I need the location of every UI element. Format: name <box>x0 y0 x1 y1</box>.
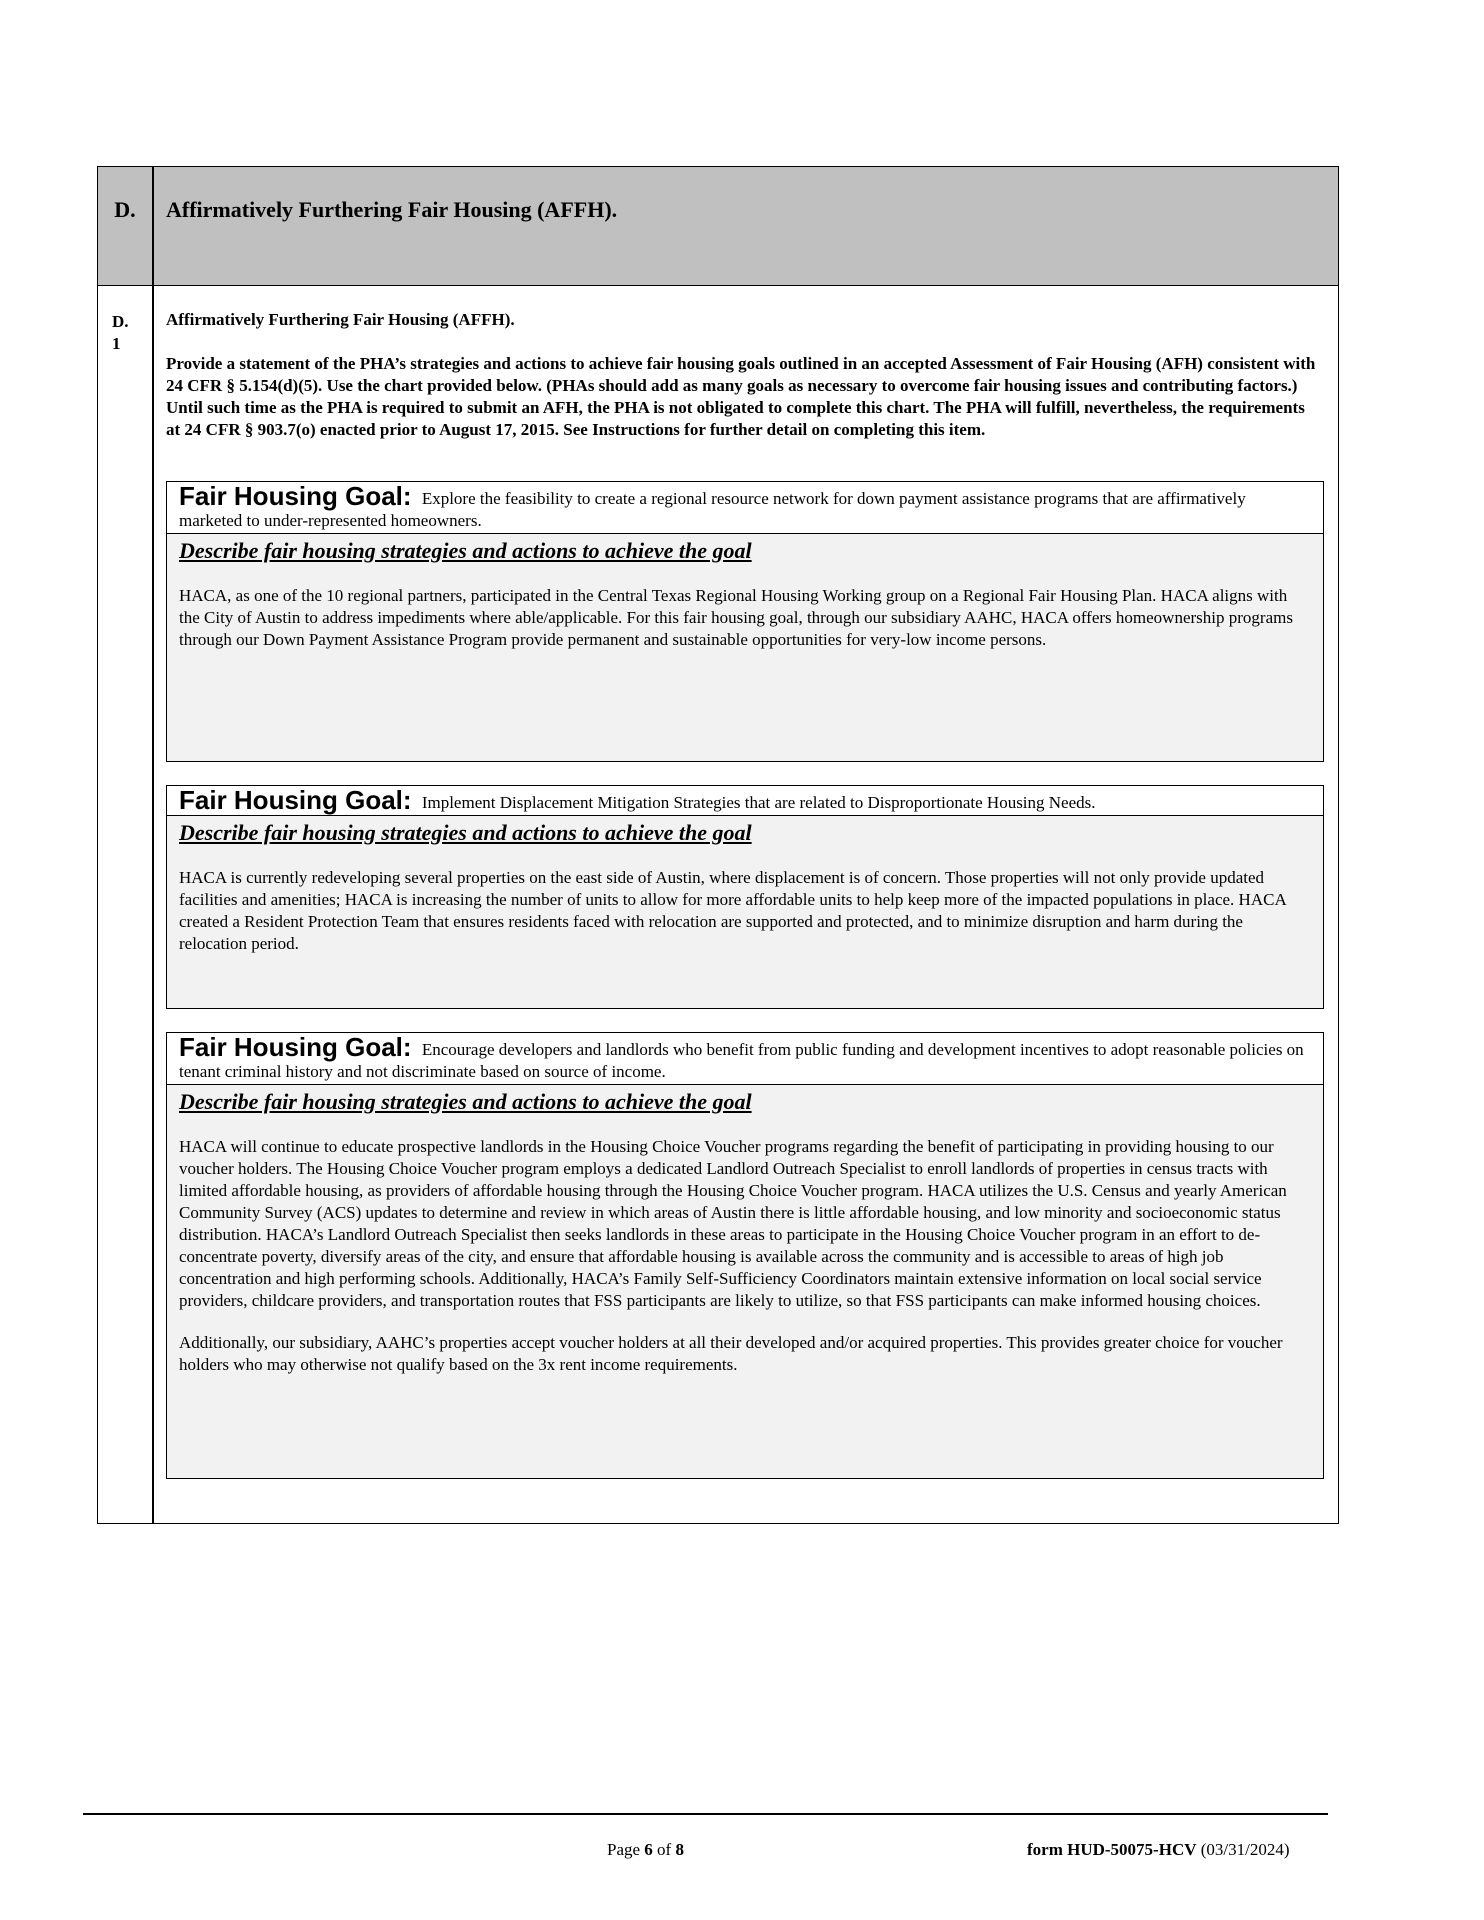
goal-paragraph: HACA will continue to educate prospective landlords in the Housing Choice Voucher programs regarding the benefit of participating in providing housing to our voucher holders. The Housing Choice Voucher program employs a dedicated Landlord Outreach Specialist to enroll landlords of properties in census tracts with limited affordable housing, as providers of affordable housing through the Housing Choice Voucher program. HACA utilizes the U.S. Census and yearly American Community Survey (ACS) updates to determine and review in which areas of Austin there is little affordable housing, and low minority and socioeconomic status distribution. HACA’s Landlord Outreach Specialist then seeks landlords in these areas to participate in the Housing Choice Voucher program in an effort to de-concentrate poverty, diversify areas of the city, and ensure that affordable housing is available across the community and is accessible to areas of high job concentration and high performing schools. Additionally, HACA’s Family Self-Sufficiency Coordinators maintain extensive information on local social service providers, childcare providers, and transportation routes that FSS participants are likely to utilize, so that FSS participants can make informed housing choices. <box>179 1137 1287 1310</box>
goal-description <box>167 565 1323 651</box>
fair-housing-goal-box <box>166 785 1324 1009</box>
form-name: form HUD-50075-HCV <box>1027 1840 1197 1859</box>
goal-description <box>167 1116 1323 1376</box>
section-title: Affirmatively Furthering Fair Housing (AFFH). <box>166 197 618 222</box>
goal-header <box>167 786 1323 816</box>
page-number <box>607 1840 684 1860</box>
goal-label: Fair Housing Goal: <box>179 1032 412 1062</box>
item-title: Affirmatively Furthering Fair Housing (AFFH). <box>166 310 515 329</box>
goal-header <box>167 1033 1323 1085</box>
goal-subheading: Describe fair housing strategies and actions to achieve the goal <box>179 538 752 563</box>
section-header-row <box>98 167 1338 286</box>
goal-paragraph: Additionally, our subsidiary, AAHC’s properties accept voucher holders at all their developed and/or acquired properties. This provides greater choice for voucher holders who may otherwise not qualify based on the 3x rent income requirements. <box>179 1333 1283 1374</box>
goal-paragraph: HACA, as one of the 10 regional partners, participated in the Central Texas Regional Housing Working group on a Regional Fair Housing Plan. HACA aligns with the City of Austin to address impediments where able/applicable. For this fair housing goal, through our subsidiary AAHC, HACA offers homeownership programs through our Down Payment Assistance Program provide permanent and sustainable opportunities for very-low income persons. <box>179 586 1293 649</box>
form-date: (03/31/2024) <box>1196 1840 1290 1859</box>
footer-divider <box>83 1813 1328 1815</box>
page-total: 8 <box>675 1840 684 1859</box>
form-identifier <box>1027 1840 1290 1860</box>
column-divider <box>152 167 154 1523</box>
goal-text: Encourage developers and landlords who benefit from public funding and development incentives to adopt reasonable policies on tenant criminal history and not discriminate based on source of income. <box>179 1040 1304 1081</box>
section-d-table <box>97 166 1339 1524</box>
item-instructions: Provide a statement of the PHA’s strategies and actions to achieve fair housing goals outlined in an accepted Assessment of Fair Housing (AFH) consistent with 24 CFR § 5.154(d)(5). Use the chart provided below. (PHAs should add as many goals as necessary to overcome fair housing issues and contributing factors.) Until such time as the PHA is required to submit an AFH, the PHA is not obligated to complete this chart. The PHA will fulfill, nevertheless, the requirements at 24 CFR § 903.7(o) enacted prior to August 17, 2015. See Instructions for further detail on completing this item. <box>166 354 1316 439</box>
goal-paragraph: HACA is currently redeveloping several properties on the east side of Austin, where displacement is of concern. Those properties will not only provide updated facilities and amenities; HACA is increasing the number of units to allow for more affordable units to help keep more of the impacted populations in place. HACA created a Resident Protection Team that ensures residents faced with relocation are supported and protected, and to minimize disruption and harm during the relocation period. <box>179 868 1286 953</box>
goal-header <box>167 482 1323 534</box>
fair-housing-goal-box <box>166 481 1324 762</box>
goal-label: Fair Housing Goal: <box>179 785 412 815</box>
goal-text: Implement Displacement Mitigation Strategies that are related to Disproportionate Housing Needs. <box>421 793 1096 812</box>
goal-subheading: Describe fair housing strategies and actions to achieve the goal <box>179 1089 752 1114</box>
page-of: of <box>652 1840 676 1859</box>
goal-description <box>167 847 1323 955</box>
item-code <box>112 311 129 355</box>
item-code-line1: D. <box>112 312 129 331</box>
goal-label: Fair Housing Goal: <box>179 481 412 511</box>
fair-housing-goal-box <box>166 1032 1324 1479</box>
goal-text: Explore the feasibility to create a regional resource network for down payment assistance programs that are affirmatively marketed to under-represented homeowners. <box>179 489 1246 530</box>
page-current: 6 <box>644 1840 653 1859</box>
item-code-line2: 1 <box>112 334 121 353</box>
page-prefix: Page <box>607 1840 645 1859</box>
goal-subheading: Describe fair housing strategies and actions to achieve the goal <box>179 820 752 845</box>
section-code: D. <box>114 197 136 222</box>
